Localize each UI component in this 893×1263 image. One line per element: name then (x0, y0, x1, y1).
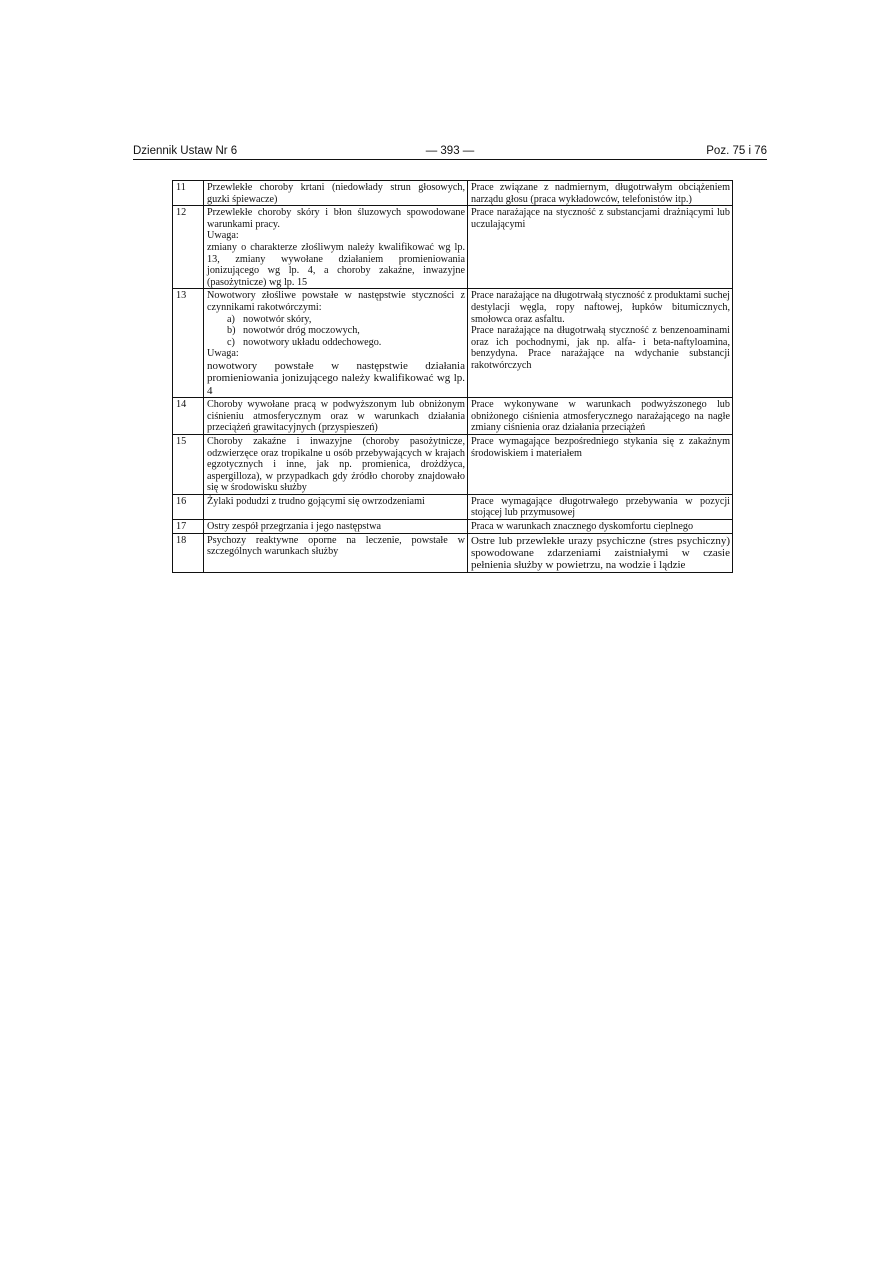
page-header (133, 145, 767, 159)
list-text: nowotwory układu oddechowego. (243, 336, 382, 348)
list-text: nowotwór skóry, (243, 313, 312, 325)
list-letter: c) (227, 336, 235, 348)
note-label: Uwaga: (207, 230, 239, 242)
journal-title: Dziennik Ustaw Nr 6 (133, 145, 238, 157)
row-number: 16 (173, 494, 204, 519)
row-number: 13 (173, 289, 204, 398)
table-row (173, 398, 733, 435)
work-cell (468, 494, 733, 519)
disease-text: Nowotwory złośliwe powstałe w następstwie styczności z czynnikami rakotwórczymi: (207, 290, 465, 313)
work-cell (468, 533, 733, 572)
table-row (173, 206, 733, 289)
disease-cell (204, 533, 468, 572)
work-text: Praca w warunkach znacznego dyskomfortu cieplnego (471, 521, 694, 533)
work-cell (468, 434, 733, 494)
disease-text: Choroby zakaźne i inwazyjne (choroby pasożytnicze, odzwierzęce oraz tropikalne u osób przebywających w krajach egzotycznych i inne, jak np. promienica, drożdżyca, aspergilloza), w przypadkach gdy źródło choroby znajdowało się w środowisku służby (207, 435, 465, 494)
list-text: nowotwór dróg moczowych, (243, 325, 360, 337)
list-letter: a) (227, 313, 235, 325)
disease-text: Przewlekłe choroby skóry i błon śluzowych spowodowane warunkami pracy. (207, 207, 465, 230)
page-number: — 393 — (425, 145, 475, 157)
disease-text: Choroby wywołane pracą w podwyższonym lub obniżonym ciśnieniu atmosferycznym oraz w warunkach działania przeciążeń grawitacyjnych (przyspieszeń) (207, 399, 465, 434)
disease-cell (204, 289, 468, 398)
disease-cell (204, 398, 468, 435)
disease-text: Ostry zespół przegrzania i jego następstwa (207, 521, 381, 533)
table-row (173, 520, 733, 534)
note-text: zmiany o charakterze złośliwym należy kwalifikować wg lp. 13, zmiany wywołane działaniem promieniowania jonizującego wg lp. 4, a choroby zakaźne, inwazyjne (pasożytnicze) wg lp. 15 (207, 241, 465, 288)
work-cell (468, 206, 733, 289)
note-text: nowotwory powstałe w następstwie działania promieniowania jonizującego należy kwalifikować wg lp. 4 (207, 359, 465, 397)
table-row (173, 181, 733, 206)
work-text: Prace narażające na styczność z substancjami drażniącymi lub uczulającymi (471, 207, 730, 230)
position-reference: Poz. 75 i 76 (706, 145, 767, 157)
row-number: 18 (173, 533, 204, 572)
disease-cell (204, 520, 468, 534)
list-item (207, 325, 465, 337)
work-text: Prace wykonywane w warunkach podwyższonego lub obniżonego ciśnienia atmosferycznego narażającego na nagłe zmiany ciśnienia oraz działania przeciążeń (471, 399, 730, 434)
disease-text: Psychozy reaktywne oporne na leczenie, powstałe w szczególnych warunkach służby (207, 534, 465, 558)
table-row (173, 434, 733, 494)
disease-cell (204, 181, 468, 206)
work-text: Prace narażające na długotrwałą styczność z benzenoaminami oraz ich pochodnymi, jak np. alfa- i beta-naftyloamina, benzydyna. Prace narażające na wdychanie substancji rakotwórczych (471, 325, 730, 371)
list-letter: b) (227, 325, 236, 337)
header-rule (133, 159, 767, 160)
work-cell (468, 398, 733, 435)
disease-cell (204, 494, 468, 519)
disease-cell (204, 206, 468, 289)
row-number: 11 (173, 181, 204, 206)
row-number: 14 (173, 398, 204, 435)
disease-cell (204, 434, 468, 494)
work-text: Ostre lub przewlekłe urazy psychiczne (stres psychiczny) spowodowane zdarzeniami zaistniałymi w czasie pełnienia służby w powietrzu, na wodzie i lądzie (471, 534, 730, 572)
disease-text: Przewlekłe choroby krtani (niedowłady strun głosowych, guzki śpiewacze) (207, 182, 465, 205)
work-text: Prace wymagające bezpośredniego stykania się z zakaźnym środowiskiem i materiałem (471, 435, 730, 459)
list-item (207, 337, 465, 349)
occupational-diseases-table (172, 180, 733, 573)
row-number: 12 (173, 206, 204, 289)
work-text: Prace wymagające długotrwałego przebywania w pozycji stojącej lub przymusowej (471, 495, 730, 519)
table-row (173, 533, 733, 572)
work-cell (468, 520, 733, 534)
row-number: 17 (173, 520, 204, 534)
work-text: Prace związane z nadmiernym, długotrwałym obciążeniem narządu głosu (praca wykładowców, telefonistów itp.) (471, 182, 730, 205)
disease-text: Żylaki podudzi z trudno gojącymi się owrzodzeniami (207, 495, 425, 507)
work-cell (468, 289, 733, 398)
table-row (173, 494, 733, 519)
row-number: 15 (173, 434, 204, 494)
list-item (207, 314, 465, 326)
table-row (173, 289, 733, 398)
note-label: Uwaga: (207, 348, 239, 360)
work-cell (468, 181, 733, 206)
work-text: Prace narażające na długotrwałą styczność z produktami suchej destylacji węgla, ropy naftowej, łupków bitumicznych, smołowca oraz asfaltu. (471, 290, 730, 325)
